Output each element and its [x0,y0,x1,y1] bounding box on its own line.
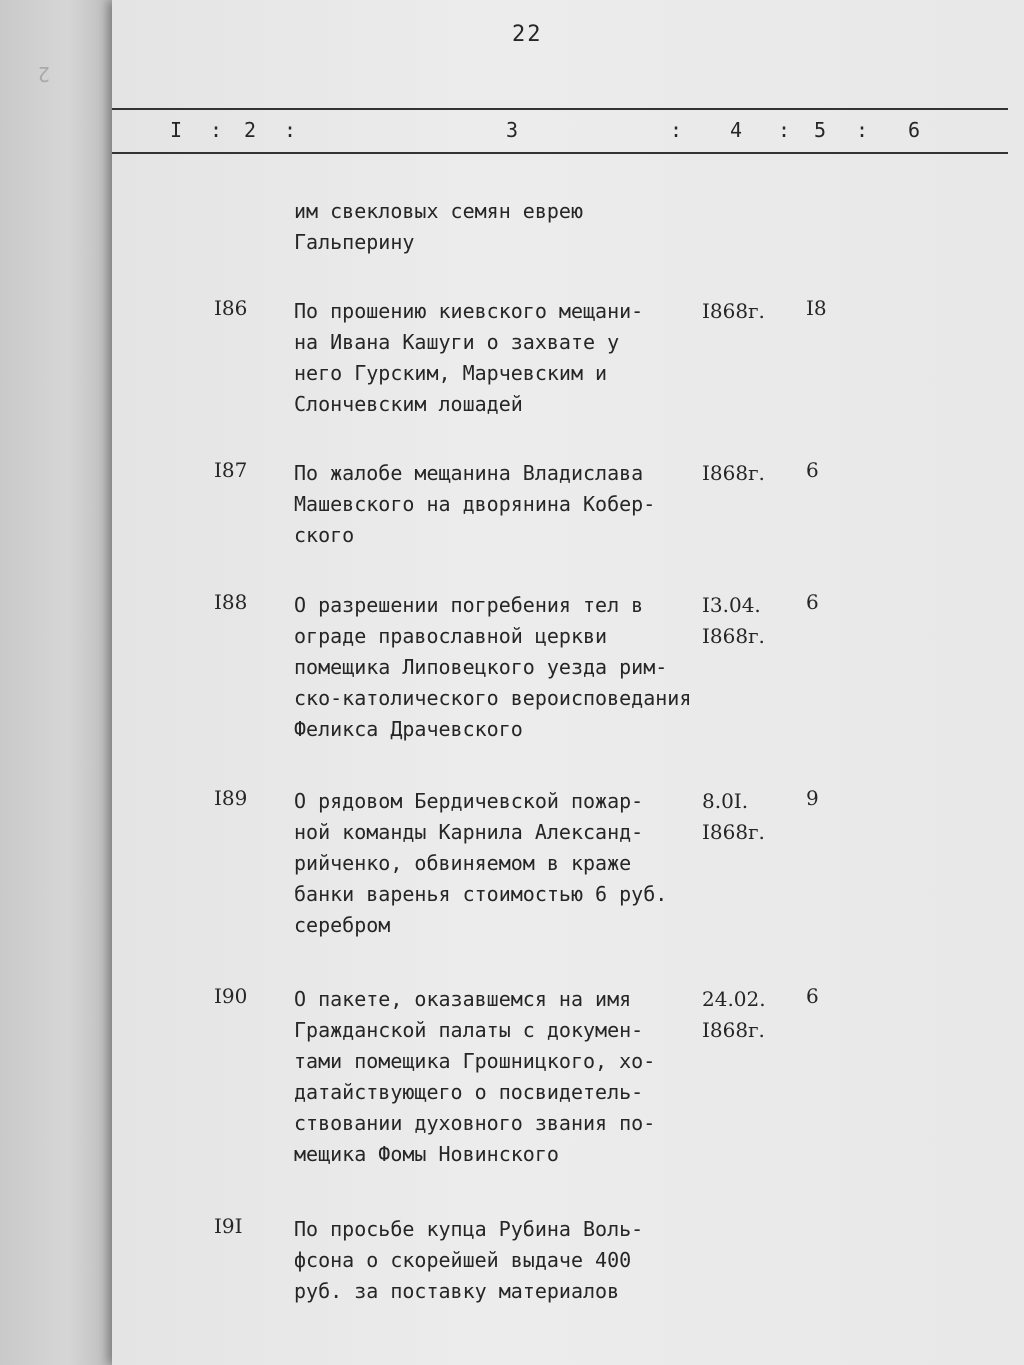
entry-number: I87 [214,458,248,482]
column-separator: : [670,118,683,142]
entry-sheet-count: I8 [806,296,827,320]
column-separator: : [210,118,223,142]
entry-number: I89 [214,786,248,810]
margin-mark: 2 [38,62,51,86]
entry-date: I3.04. I868г. [702,593,765,648]
header-top-rule [112,108,1008,110]
header-bottom-rule [112,152,1008,154]
column-header-5: 5 [814,118,827,142]
column-separator: : [284,118,297,142]
column-header-6: 6 [908,118,921,142]
column-separator: : [778,118,791,142]
entry-number: I88 [214,590,248,614]
entry-number: I90 [214,984,248,1008]
column-separator: : [856,118,869,142]
column-header-2: 2 [244,118,257,142]
entry-number: I86 [214,296,248,320]
entry-sheet-count: 9 [806,786,819,810]
entry-description: О пакете, оказавшемся на имя Гражданской палаты с докумен- тами помещика Грошницкого, хо- датайствующего о посвидетель- ствовании духовного звания по- мещика Фомы Новинского [294,987,656,1166]
underlying-page [0,0,112,1365]
entry-description: О разрешении погребения тел в ограде православной церкви помещика Липовецкого уезда рим- ско-католического вероисповедания Феликса Драчевского [294,593,692,741]
entry-description: По прошению киевского мещани- на Ивана Кашуги о захвате у него Гурским, Марчевским и Слончевским лошадей [294,299,644,416]
continued-entry-text: им свекловых семян еврею Гальперину [294,199,583,254]
entry-sheet-count: 6 [806,590,819,614]
entry-sheet-count: 6 [806,458,819,482]
entry-date: I868г. [702,299,765,323]
entry-date: I868г. [702,461,765,485]
page-number: 22 [512,22,543,47]
entry-number: I9I [214,1214,243,1238]
entry-description: По просьбе купца Рубина Воль- фсона о скорейшей выдаче 400 руб. за поставку материалов [294,1217,644,1303]
entry-description: О рядовом Бердичевской пожар- ной команды Карнила Александ- рийченко, обвиняемом в краже банки варенья стоимостью 6 руб. серебром [294,789,668,937]
entry-description: По жалобе мещанина Владислава Машевского на дворянина Кобер- ского [294,461,656,547]
column-header-4: 4 [730,118,743,142]
column-header-1: I [170,118,183,142]
entry-date: 24.02. I868г. [702,987,766,1042]
entry-sheet-count: 6 [806,984,819,1008]
column-header-3: 3 [506,118,519,142]
entry-date: 8.0I. I868г. [702,789,765,844]
